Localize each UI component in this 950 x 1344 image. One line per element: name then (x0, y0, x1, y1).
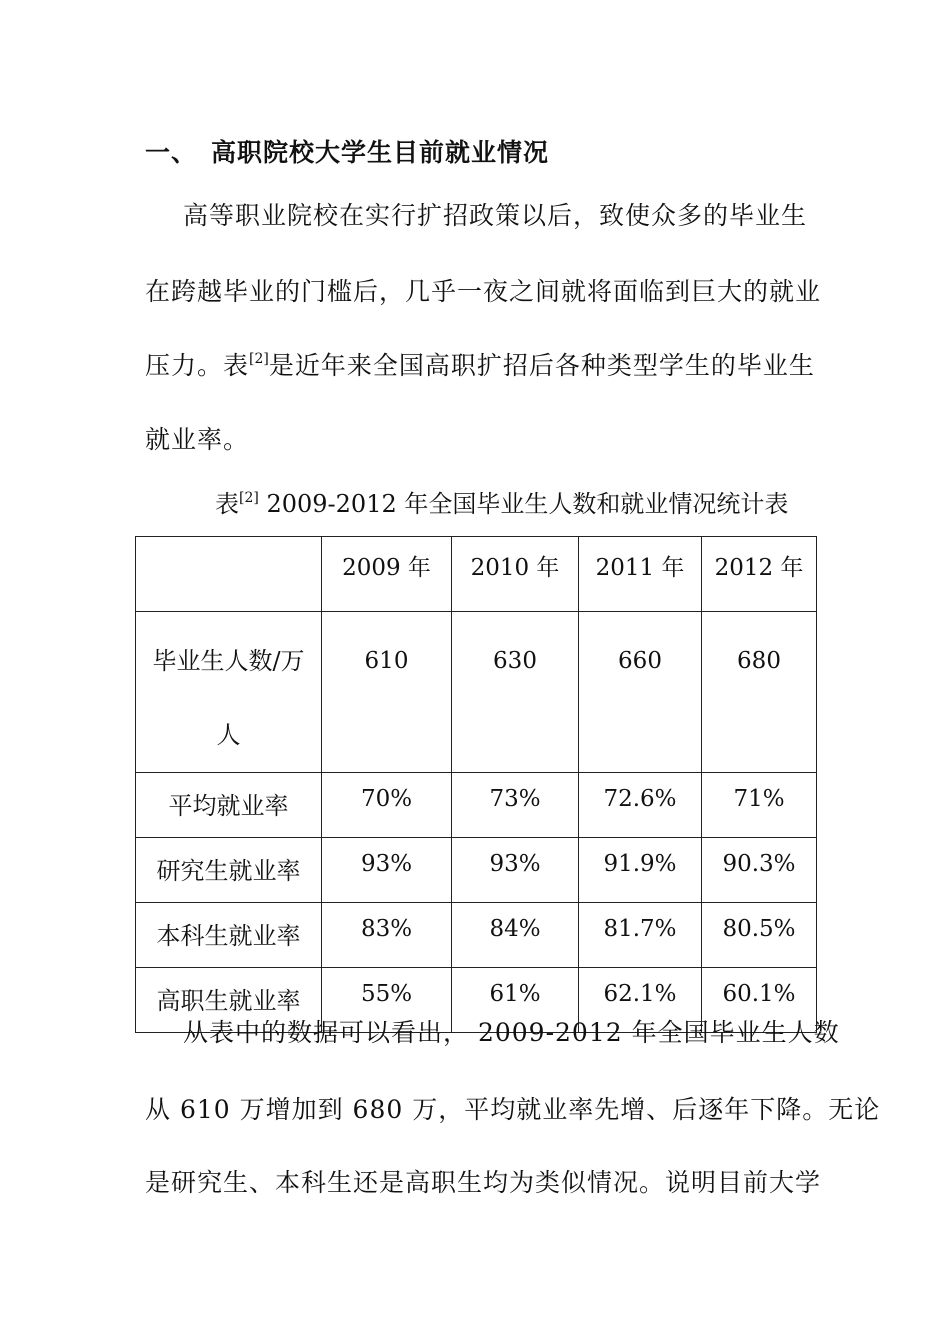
table-cell: 93% (452, 838, 579, 903)
table-cell: 60.1% (702, 968, 817, 1033)
table-cell: 83% (322, 903, 452, 968)
table-cell: 660 (579, 612, 702, 773)
table-row (136, 838, 817, 903)
table-cell: 93% (322, 838, 452, 903)
caption-pre: 表 (215, 490, 239, 518)
table-header-cell: 2010 年 (452, 537, 579, 612)
intro-line-2: 在跨越毕业的门槛后，几乎一夜之间就将面临到巨大的就业 (145, 277, 822, 306)
table-cell: 81.7% (579, 903, 702, 968)
intro-line-1: 高等职业院校在实行扩招政策以后，致使众多的毕业生 (183, 201, 808, 230)
table-row (136, 612, 817, 773)
table-cell: 62.1% (579, 968, 702, 1033)
table-cell: 90.3% (702, 838, 817, 903)
row-label-line-2: 人 (216, 721, 241, 749)
row-label-line-1: 毕业生人数/万 (152, 647, 305, 675)
section-number: 一、 (145, 138, 198, 167)
table-cell: 72.6% (579, 773, 702, 838)
table-row (136, 773, 817, 838)
table-header-cell: 2011 年 (579, 537, 702, 612)
table-row (136, 903, 817, 968)
table-cell: 73% (452, 773, 579, 838)
table-cell: 70% (322, 773, 452, 838)
caption-citation-ref: [2] (239, 490, 259, 506)
section-heading (145, 133, 549, 169)
table-cell: 91.9% (579, 838, 702, 903)
employment-stats-table (135, 536, 817, 1033)
intro-line-4: 就业率。 (145, 425, 250, 454)
intro-line-3-pre: 压力。表 (145, 351, 250, 380)
table-header-cell (136, 537, 322, 612)
table-cell: 71% (702, 773, 817, 838)
table-header-cell: 2009 年 (322, 537, 452, 612)
table-header-cell: 2012 年 (702, 537, 817, 612)
table-cell: 61% (452, 968, 579, 1033)
table-header-row (136, 537, 817, 612)
row-label: 高职生就业率 (136, 968, 322, 1033)
row-label (136, 612, 322, 773)
section-title: 高职院校大学生目前就业情况 (211, 138, 550, 167)
caption-text: 2009-2012 年全国毕业生人数和就业情况统计表 (258, 490, 789, 518)
table-cell: 680 (702, 612, 817, 773)
intro-line-3-post: 是近年来全国高职扩招后各种类型学生的毕业生 (268, 351, 815, 380)
row-label: 本科生就业率 (136, 903, 322, 968)
table-cell: 84% (452, 903, 579, 968)
table-cell: 610 (322, 612, 452, 773)
table-cell: 55% (322, 968, 452, 1033)
row-label: 平均就业率 (136, 773, 322, 838)
table-cell: 80.5% (702, 903, 817, 968)
row-label: 研究生就业率 (136, 838, 322, 903)
intro-line-3 (145, 346, 815, 382)
table-cell: 630 (452, 612, 579, 773)
table-caption (215, 484, 788, 519)
conclusion-line-2: 从 610 万增加到 680 万，平均就业率先增、后逐年下降。无论 (145, 1095, 881, 1124)
conclusion-line-3: 是研究生、本科生还是高职生均为类似情况。说明目前大学 (145, 1168, 822, 1197)
conclusion-line-1: 从表中的数据可以看出， 2009-2012 年全国毕业生人数 (183, 1018, 840, 1047)
citation-ref: [2] (249, 351, 269, 367)
